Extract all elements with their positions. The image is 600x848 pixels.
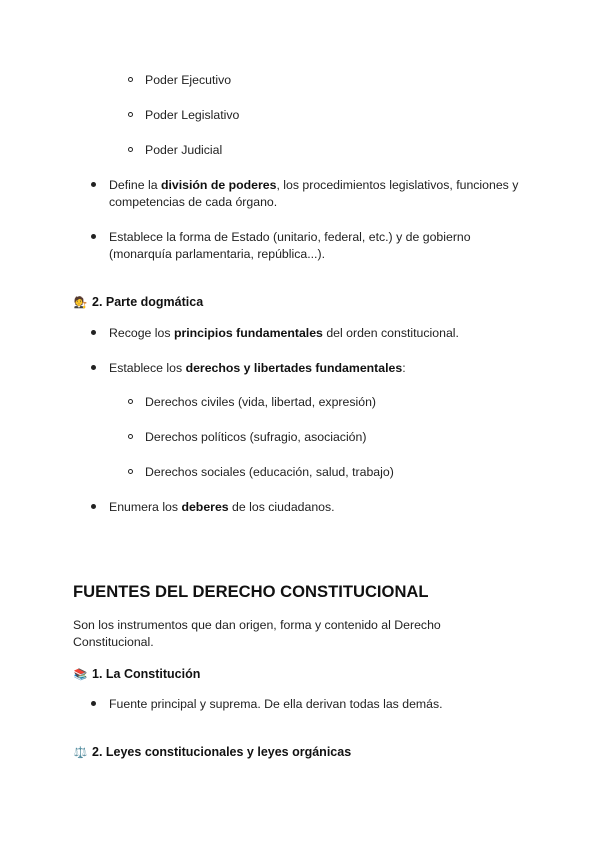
sublist-item-poder-judicial: Poder Judicial	[145, 143, 223, 157]
sublist-item-derechos-politicos: Derechos políticos (sufragio, asociación)	[145, 430, 367, 444]
hollow-bullet-icon	[128, 147, 133, 152]
sublist-item-derechos-sociales: Derechos sociales (educación, salud, trabajo)	[145, 465, 394, 479]
list-item-division-poderes: Define la división de poderes, los procedimientos legislativos, funciones y	[109, 178, 519, 192]
hollow-bullet-icon	[128, 434, 133, 439]
hollow-bullet-icon	[128, 469, 133, 474]
bullet-icon	[91, 504, 96, 509]
list-item-deberes: Enumera los deberes de los ciudadanos.	[109, 500, 335, 514]
sublist-item-poder-legislativo: Poder Legislativo	[145, 108, 240, 122]
bullet-icon	[91, 330, 96, 335]
hollow-bullet-icon	[128, 77, 133, 82]
heading-fuentes-derecho: FUENTES DEL DERECHO CONSTITUCIONAL	[73, 582, 429, 601]
list-item-forma-estado-cont: (monarquía parlamentaria, república...).	[109, 247, 325, 261]
bullet-icon	[91, 234, 96, 239]
list-item-derechos: Establece los derechos y libertades fundamentales:	[109, 361, 406, 375]
paragraph-fuentes-intro-cont: Constitucional.	[73, 635, 154, 649]
list-item-forma-estado: Establece la forma de Estado (unitario, federal, etc.) y de gobierno	[109, 230, 471, 244]
list-item-principios: Recoge los principios fundamentales del orden constitucional.	[109, 326, 459, 340]
judge-icon: 🧑‍⚖️	[73, 296, 88, 309]
section-heading-leyes: ⚖️ 2. Leyes constitucionales y leyes orgánicas	[73, 745, 352, 759]
list-item-fuente-principal: Fuente principal y suprema. De ella derivan todas las demás.	[109, 697, 443, 711]
books-icon: 📚	[73, 668, 88, 681]
bullet-icon	[91, 182, 96, 187]
bullet-icon	[91, 701, 96, 706]
hollow-bullet-icon	[128, 399, 133, 404]
bullet-icon	[91, 365, 96, 370]
hollow-bullet-icon	[128, 112, 133, 117]
list-item-division-poderes-cont: competencias de cada órgano.	[109, 195, 278, 209]
sublist-item-poder-ejecutivo: Poder Ejecutivo	[145, 73, 232, 87]
paragraph-fuentes-intro: Son los instrumentos que dan origen, forma y contenido al Derecho	[73, 618, 441, 632]
section-heading-constitucion: 📚 1. La Constitución	[73, 667, 201, 681]
section-heading-parte-dogmatica: 🧑‍⚖️ 2. Parte dogmática	[73, 295, 204, 309]
sublist-item-derechos-civiles: Derechos civiles (vida, libertad, expresión)	[145, 395, 377, 409]
scales-icon: ⚖️	[73, 746, 88, 759]
